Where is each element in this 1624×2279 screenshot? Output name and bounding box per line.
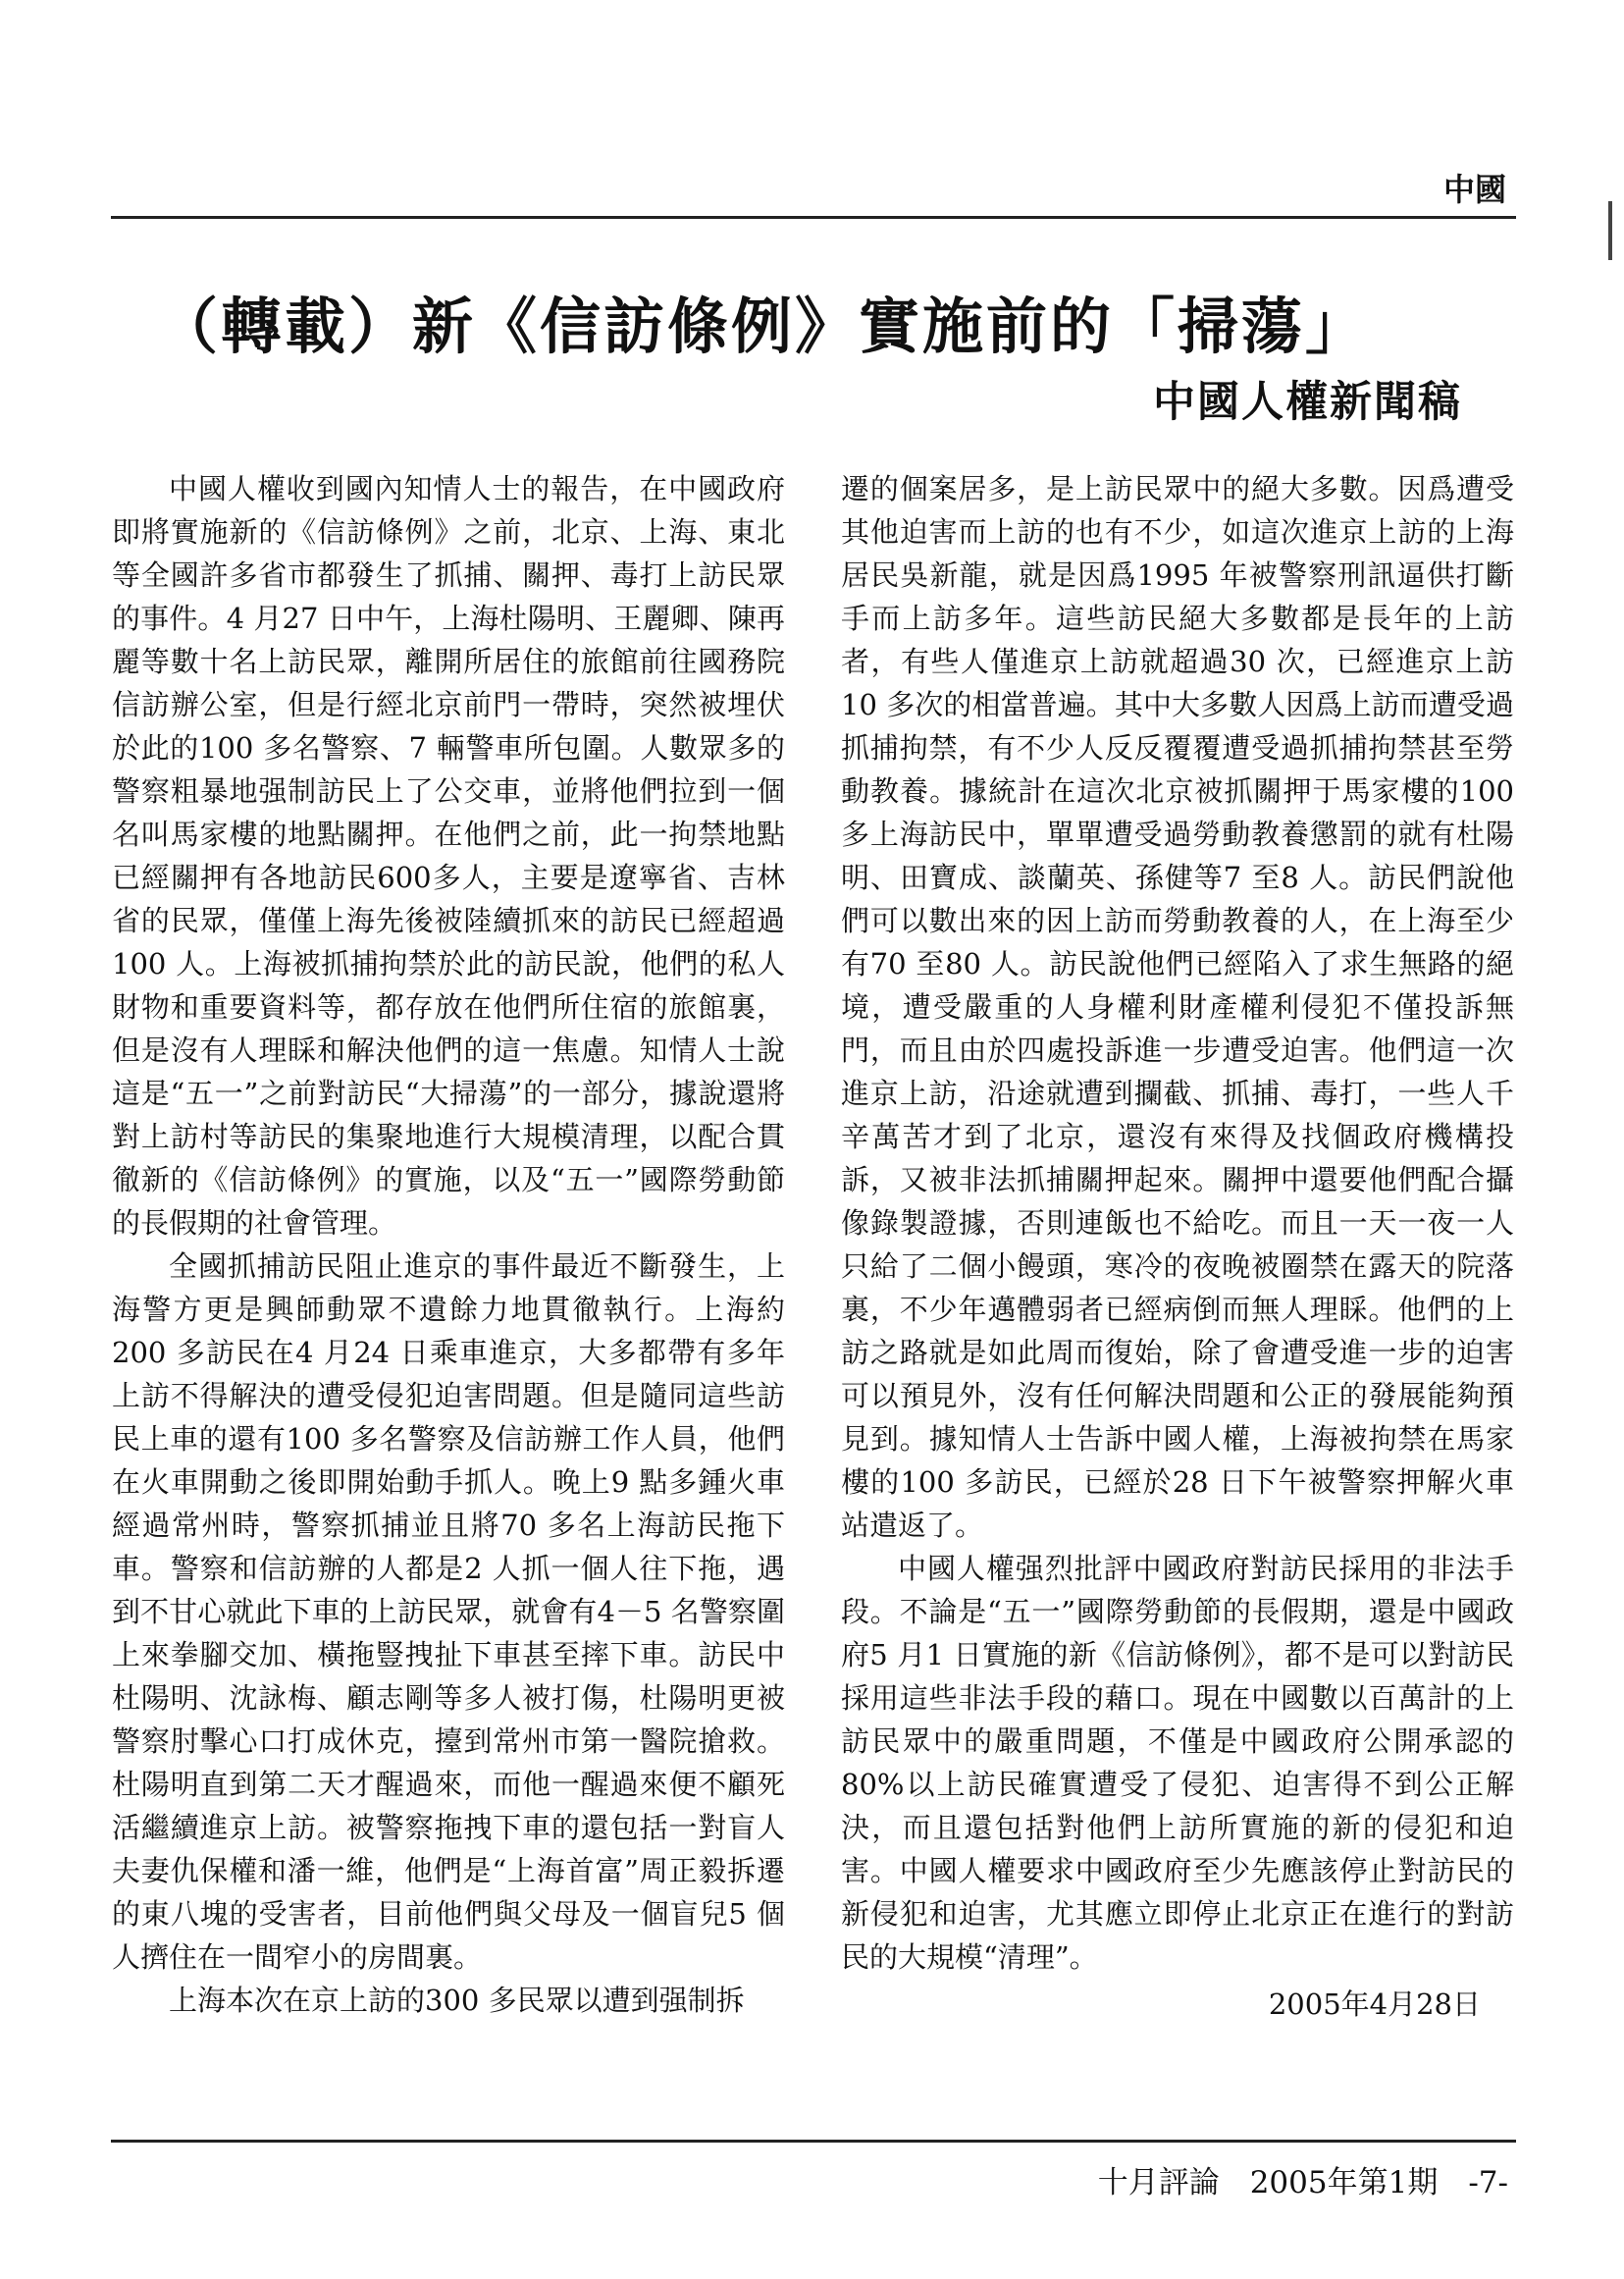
page-footer: 十月評論 2005年第1期 -7-: [1097, 2165, 1508, 2200]
bottom-rule: [111, 2140, 1516, 2143]
paragraph-2: 全國抓捕訪民阻止進京的事件最近不斷發生，上海警方更是興師動眾不遺餘力地貫徹執行。上海約200 多訪民在4 月24 日乘車進京，大多都帶有多年上訪不得解決的遭受侵犯迫害問題。但是隨同這些訪民上車的還有100 多名警察及信訪辦工作人員，他們在火車開動之後即開始動手抓人。晚上9 點多鍾火車經過常州時，警察抓捕並且將70 多名上海訪民拖下車。警察和信訪辦的人都是2 人抓一個人往下拖，遇到不甘心就此下車的上訪民眾，就會有4－5 名警察圍上來拳腳交加、橫拖豎拽扯下車甚至摔下車。訪民中杜陽明、沈詠梅、顧志剛等多人被打傷，杜陽明更被警察肘擊心口打成休克，擡到常州市第一醫院搶救。杜陽明直到第二天才醒過來，而他一醒過來便不顧死活繼續進京上訪。被警察拖拽下車的還包括一對盲人夫妻仇保權和潘一維，他們是“上海首富”周正毅拆遷的東八塊的受害者，目前他們與父母及一個盲兒5 個人擠住在一間窄小的房間裏。: [112, 1249, 785, 1974]
right-column: [841, 467, 1514, 2026]
section-label: 中國: [1442, 171, 1506, 208]
paragraph-3-start: 上海本次在京上訪的300 多民眾以遭到强制拆: [169, 1984, 745, 2017]
scan-edge-mark: [1608, 201, 1612, 260]
article-byline: 中國人權新聞稿: [1153, 378, 1462, 427]
left-column: [112, 467, 785, 2096]
paragraph-3-continued: 遷的個案居多，是上訪民眾中的絕大多數。因爲遭受其他迫害而上訪的也有不少，如這次進京上訪的上海居民吳新龍，就是因爲1995 年被警察刑訊逼供打斷手而上訪多年。這些訪民絕大多數都是長年的上訪者，有些人僅進京上訪就超過30 次，已經進京上訪10 多次的相當普遍。其中大多數人因爲上訪而遭受過抓捕拘禁，有不少人反反覆覆遭受過抓捕拘禁甚至勞動教養。據統計在這次北京被抓關押于馬家樓的100 多上海訪民中，單單遭受過勞動教養懲罰的就有杜陽明、田寶成、談蘭英、孫健等7 至8 人。訪民們說他們可以數出來的因上訪而勞動教養的人，在上海至少有70 至80 人。訪民說他們已經陷入了求生無路的絕境，遭受嚴重的人身權利財產權利侵犯不僅投訴無門，而且由於四處投訴進一步遭受迫害。他們這一次進京上訪，沿途就遭到攔截、抓捕、毒打，一些人千辛萬苦才到了北京，還沒有來得及找個政府機構投訴，又被非法抓捕關押起來。關押中還要他們配合攝像錄製證據，否則連飯也不給吃。而且一天一夜一人只給了二個小饅頭，寒冷的夜晚被圈禁在露天的院落裏，不少年邁體弱者已經病倒而無人理睬。他們的上訪之路就是如此周而復始，除了會遭受進一步的迫害可以預見外，沒有任何解決問題和公正的發展能夠預見到。據知情人士告訴中國人權，上海被拘禁在馬家樓的100 多訪民，已經於28 日下午被警察押解火車站遣返了。: [841, 472, 1514, 1542]
article-date: 2005年4月28日: [1268, 1988, 1481, 2021]
article-title: （轉載）新《信訪條例》實施前的「掃蕩」: [157, 291, 1370, 362]
top-rule: [111, 216, 1516, 219]
paragraph-1: 中國人權收到國內知情人士的報告，在中國政府即將實施新的《信訪條例》之前，北京、上海、東北等全國許多省市都發生了抓捕、關押、毒打上訪民眾的事件。4 月27 日中午，上海杜陽明、王麗卿、陳再麗等數十名上訪民眾，離開所居住的旅館前往國務院信訪辦公室，但是行經北京前門一帶時，突然被埋伏於此的100 多名警察、7 輛警車所包圍。人數眾多的警察粗暴地强制訪民上了公交車，並將他們拉到一個名叫馬家樓的地點關押。在他們之前，此一拘禁地點已經關押有各地訪民600多人，主要是遼寧省、吉林省的民眾，僅僅上海先後被陸續抓來的訪民已經超過100 人。上海被抓捕拘禁於此的訪民說，他們的私人財物和重要資料等，都存放在他們所住宿的旅館裏，但是沒有人理睬和解決他們的這一焦慮。知情人士說這是“五一”之前對訪民“大掃蕩”的一部分，據說還將對上訪村等訪民的集聚地進行大規模清理，以配合貫徹新的《信訪條例》的實施，以及“五一”國際勞動節的長假期的社會管理。: [112, 472, 785, 1240]
paragraph-4: 中國人權强烈批評中國政府對訪民採用的非法手段。不論是“五一”國際勞動節的長假期，還是中國政府5 月1 日實施的新《信訪條例》，都不是可以對訪民採用這些非法手段的藉口。現在中國數以百萬計的上訪民眾中的嚴重問題，不僅是中國政府公開承認的80%以上訪民確實遭受了侵犯、迫害得不到公正解決，而且還包括對他們上訪所實施的新的侵犯和迫害。中國人權要求中國政府至少先應該停止對訪民的新侵犯和迫害，尤其應立即停止北京正在進行的對訪民的大規模“清理”。: [841, 1552, 1514, 1974]
